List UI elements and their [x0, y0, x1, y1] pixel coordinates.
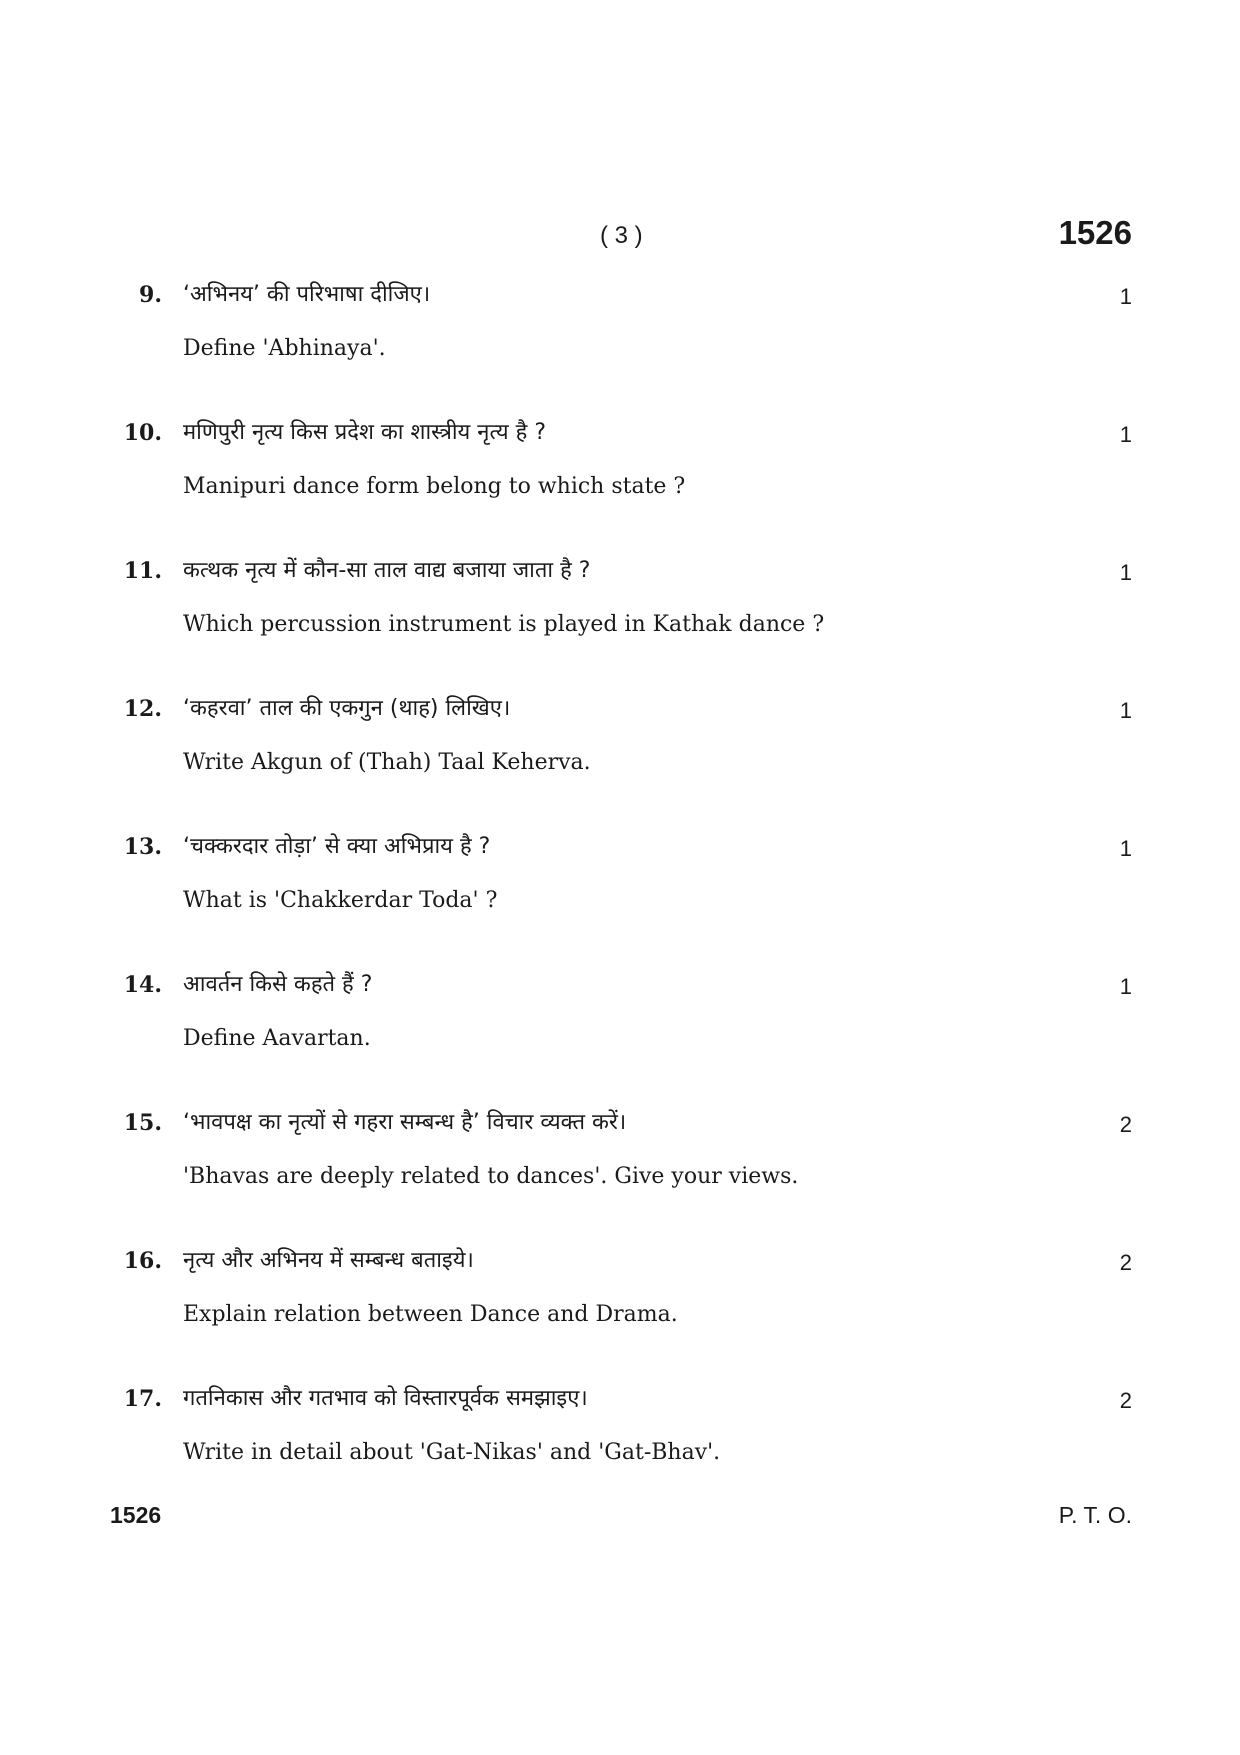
question-9	[0, 278, 1240, 378]
question-10	[0, 416, 1240, 516]
question-marks: 1	[1119, 974, 1132, 999]
question-text-english: Which percussion instrument is played in Kathak dance ?	[183, 612, 825, 637]
question-text-hindi: आवर्तन किसे कहते हैं ?	[183, 972, 373, 997]
paper-code-bottom: 1526	[110, 1502, 162, 1528]
question-number: 17.	[123, 1386, 162, 1412]
question-marks: 2	[1119, 1112, 1132, 1137]
question-marks: 1	[1119, 284, 1132, 309]
question-14	[0, 968, 1240, 1068]
question-marks: 1	[1119, 836, 1132, 861]
question-text-english: Define 'Abhinaya'.	[183, 336, 386, 361]
question-text-english: Manipuri dance form belong to which state ?	[183, 474, 686, 499]
question-text-hindi: गतनिकास और गतभाव को विस्तारपूर्वक समझाइए।	[183, 1386, 588, 1411]
question-number: 10.	[123, 420, 162, 446]
question-number: 14.	[123, 972, 162, 998]
question-17	[0, 1382, 1240, 1482]
question-number: 13.	[123, 834, 162, 860]
question-text-hindi: नृत्य और अभिनय में सम्बन्ध बताइये।	[183, 1248, 474, 1273]
question-text-english: Explain relation between Dance and Drama.	[183, 1302, 678, 1327]
question-11	[0, 554, 1240, 654]
question-text-hindi: ‘चक्करदार तोड़ा’ से क्या अभिप्राय है ?	[183, 834, 491, 859]
question-16	[0, 1244, 1240, 1344]
question-text-hindi: ‘कहरवा’ ताल की एकगुन (थाह) लिखिए।	[183, 696, 511, 721]
question-marks: 1	[1119, 698, 1132, 723]
question-number: 16.	[123, 1248, 162, 1274]
question-marks: 2	[1119, 1250, 1132, 1275]
question-marks: 2	[1119, 1388, 1132, 1413]
question-text-hindi: कत्थक नृत्य में कौन-सा ताल वाद्य बजाया जाता है ?	[183, 558, 591, 583]
question-number: 12.	[123, 696, 162, 722]
question-text-hindi: ‘अभिनय’ की परिभाषा दीजिए।	[183, 282, 431, 307]
question-text-english: Write Akgun of (Thah) Taal Keherva.	[183, 750, 591, 775]
question-text-english: 'Bhavas are deeply related to dances'. Give your views.	[183, 1164, 799, 1189]
question-13	[0, 830, 1240, 930]
page-number: ( 3 )	[600, 222, 643, 249]
question-text-english: Define Aavartan.	[183, 1026, 371, 1051]
paper-code-top: 1526	[1058, 214, 1132, 251]
question-marks: 1	[1119, 560, 1132, 585]
question-text-english: What is 'Chakkerdar Toda' ?	[183, 888, 498, 913]
pto-label: P. T. O.	[1058, 1502, 1132, 1528]
question-text-hindi: मणिपुरी नृत्य किस प्रदेश का शास्त्रीय नृत्य है ?	[183, 420, 546, 445]
question-text-hindi: ‘भावपक्ष का नृत्यों से गहरा सम्बन्ध है’ विचार व्यक्त करें।	[183, 1110, 627, 1135]
question-15	[0, 1106, 1240, 1206]
question-number: 11.	[123, 558, 162, 584]
question-12	[0, 692, 1240, 792]
question-marks: 1	[1119, 422, 1132, 447]
question-number: 15.	[123, 1110, 162, 1136]
question-number: 9.	[139, 282, 162, 308]
question-text-english: Write in detail about 'Gat-Nikas' and 'Gat-Bhav'.	[183, 1440, 721, 1465]
